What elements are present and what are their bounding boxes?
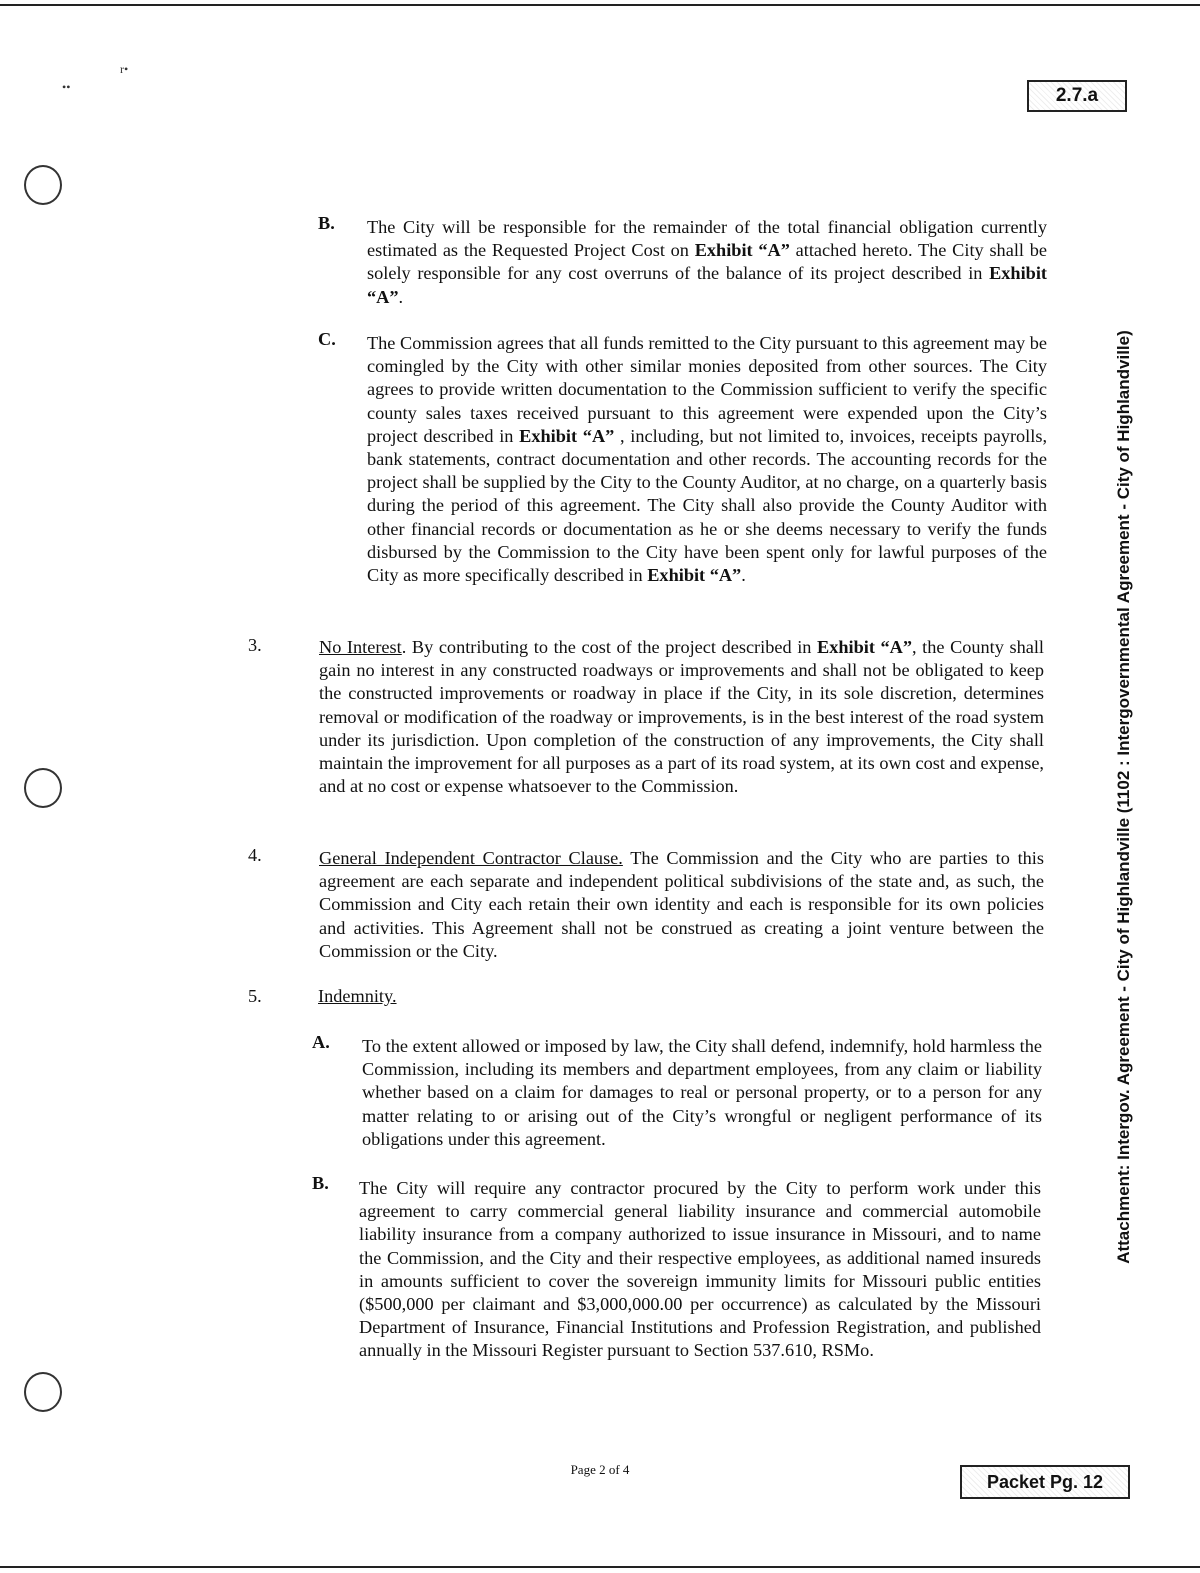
packet-page-badge: Packet Pg. 12 — [960, 1465, 1130, 1499]
item-badge: 2.7.a — [1027, 80, 1127, 112]
item-label: B. — [312, 1173, 329, 1193]
section-heading: No Interest — [319, 637, 402, 657]
scan-mark: r• — [120, 62, 129, 76]
paragraph-a-indemnify: To the extent allowed or imposed by law, the City shall defend, indemnify, hold harmless the Commission, including its members and department employees, from any claim or liability whether based on a claim for damages to real or personal property, or to a person for any matter relating to or arising out of the City’s wrongful or negligent performance of its obligations under this agreement. — [362, 1036, 1042, 1149]
attachment-sidebar: Attachment: Intergov. Agreement - City of Highlandville (1102 : Intergovernmental Agreement - City of Highlandville) — [1114, 330, 1133, 1264]
item-label: C. — [318, 329, 336, 349]
binder-hole — [24, 768, 62, 808]
binder-hole — [24, 165, 62, 205]
item-label: A. — [312, 1032, 330, 1052]
scan-mark: •• — [62, 80, 71, 94]
section-heading: General Independent Contractor Clause. — [319, 848, 623, 868]
section-heading: Indemnity. — [318, 986, 397, 1006]
paragraph-b-insurance: The City will require any contractor procured by the City to perform work under this agreement to carry commercial general liability insurance and commercial automobile liability insurance from a company authorized to issue insurance in Missouri, and to name the Commission, and the City and their respective employees, as additional named insureds in amounts sufficient to cover the sovereign immunity limits for Missouri public entities ($500,000 per claimant and $3,000,000.00 per occurrence) as calculated by the Missouri Department of Insurance, Financial Institutions and Profession Registration, and published annually in the Missouri Register pursuant to Section 537.610, RSMo. — [359, 1178, 1041, 1361]
section-number: 5. — [248, 986, 262, 1006]
page-number: Page 2 of 4 — [570, 1462, 630, 1477]
section-indemnity — [318, 985, 618, 1008]
top-rule — [0, 4, 1200, 6]
paragraph-b-financial-obligation: The City will be responsible for the remainder of the total financial obligation currently estimated as the Requested Project Cost on Exhibit “A” attached hereto. The City shall be solely responsible for any cost overruns of the balance of its project described in Exhibit “A”. — [367, 217, 1047, 307]
item-label: B. — [318, 213, 335, 233]
paragraph-c-funds-remitted: The Commission agrees that all funds remitted to the City pursuant to this agreement may be comingled by the City with other similar monies deposited from other sources. The City agrees to provide written documentation to the Commission sufficient to verify the specific county sales taxes received pursuant to this agreement were expended upon the City’s project described in Exhibit “A” , including, but not limited to, invoices, receipts payrolls, bank statements, contract documentation and other records. The accounting records for the project shall be supplied by the City to the County Auditor, at no charge, on a quarterly basis during the period of this agreement. The City shall also provide the County Auditor with other financial records or documentation as he or she deems necessary to verify the funds disbursed by the Commission to the City have been spent only for lawful purposes of the City as more specifically described in Exhibit “A”. — [367, 333, 1048, 586]
bottom-rule — [0, 1566, 1200, 1568]
binder-hole — [24, 1372, 62, 1412]
section-independent-contractor: General Independent Contractor Clause. The Commission and the City who are parties to this agreement are each separate and independent political subdivisions of the state and, as such, the Commission and City each retain their own identity and each is responsible for its own policies and activities. This Agreement shall not be construed as creating a joint venture between the Commission or the City. — [319, 848, 1044, 961]
section-no-interest: No Interest. By contributing to the cost of the project described in Exhibit “A”, the County shall gain no interest in any constructed roadways or improvements and shall not be obligated to keep the constructed improvements or roadway in place if the City, in its sole discretion, determines removal or modification of the roadway or improvements, is in the best interest of the road system under its jurisdiction. Upon completion of the construction of any improvements, the City shall maintain the improvement for all purposes as a part of its road system, at its own cost and expense, and at no cost or expense whatsoever to the Commission. — [319, 637, 1045, 797]
section-number: 4. — [248, 845, 262, 865]
section-number: 3. — [248, 635, 262, 655]
